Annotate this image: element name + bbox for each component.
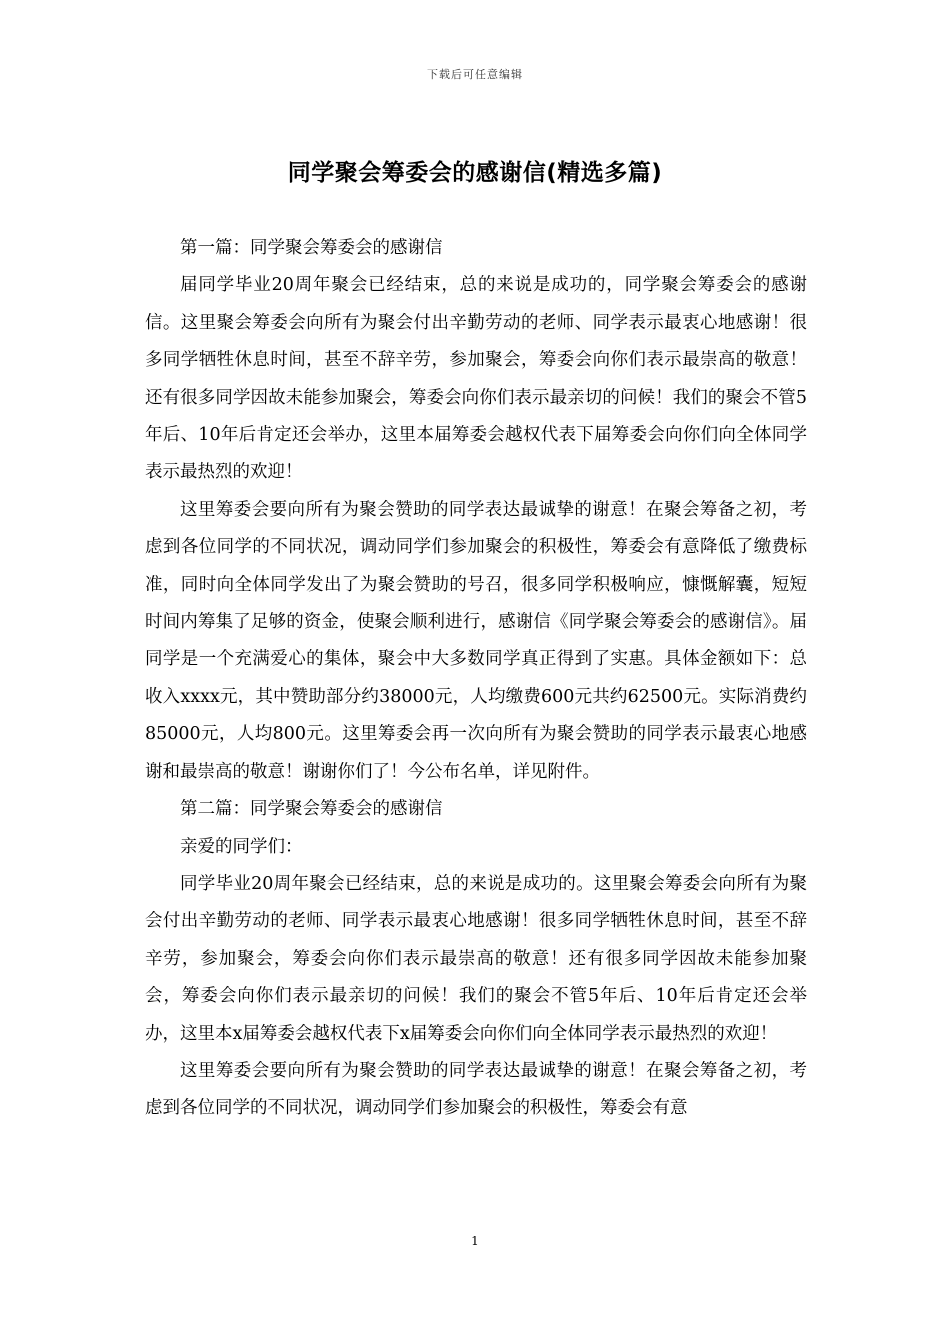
- body-paragraph: 这里筹委会要向所有为聚会赞助的同学表达最诚挚的谢意！在聚会筹备之初，考虑到各位同学的不同状况，调动同学们参加聚会的积极性，筹委会有意降低了缴费标准，同时向全体同学发出了为聚会赞助的号召，很多同学积极响应，慷慨解囊，短短时间内筹集了足够的资金，使聚会顺利进行，感谢信《同学聚会筹委会的感谢信》。届同学是一个充满爱心的集体，聚会中大多数同学真正得到了实惠。具体金额如下：总收入xxxx元，其中赞助部分约38000元，人均缴费600元共约62500元。实际消费约85000元，人均800元。这里筹委会再一次向所有为聚会赞助的同学表示最衷心地感谢和最崇高的敬意！谢谢你们了！今公布名单，详见附件。: [145, 499, 807, 782]
- body-paragraph: 同学毕业20周年聚会已经结束，总的来说是成功的。这里聚会筹委会向所有为聚会付出辛勤劳动的老师、同学表示最衷心地感谢！很多同学牺牲休息时间，甚至不辞辛劳，参加聚会，筹委会向你们表示最崇高的敬意！还有很多同学因故未能参加聚会，筹委会向你们表示最亲切的问候！我们的聚会不管5年后、10年后肯定还会举办，这里本x届筹委会越权代表下x届筹委会向你们向全体同学表示最热烈的欢迎！: [145, 873, 807, 1044]
- page-number: 1: [471, 1234, 479, 1248]
- section-heading-2: 第二篇：同学聚会筹委会的感谢信: [180, 799, 443, 820]
- document-title: 同学聚会筹委会的感谢信(精选多篇): [287, 160, 663, 186]
- header-note: 下载后可任意编辑: [427, 68, 523, 81]
- salutation: 亲爱的同学们：: [180, 836, 303, 857]
- section-heading-1: 第一篇：同学聚会筹委会的感谢信: [180, 238, 443, 258]
- body-paragraph: 这里筹委会要向所有为聚会赞助的同学表达最诚挚的谢意！在聚会筹备之初，考虑到各位同学的不同状况，调动同学们参加聚会的积极性，筹委会有意: [145, 1060, 807, 1119]
- document-body: [145, 230, 807, 1128]
- body-paragraph: 届同学毕业20周年聚会已经结束，总的来说是成功的，同学聚会筹委会的感谢信。这里聚会筹委会向所有为聚会付出辛勤劳动的老师、同学表示最衷心地感谢！很多同学牺牲休息时间，甚至不辞辛劳，参加聚会，筹委会向你们表示最崇高的敬意！还有很多同学因故未能参加聚会，筹委会向你们表示最亲切的问候！我们的聚会不管5年后、10年后肯定还会举办，这里本届筹委会越权代表下届筹委会向你们向全体同学表示最热烈的欢迎！: [145, 275, 807, 483]
